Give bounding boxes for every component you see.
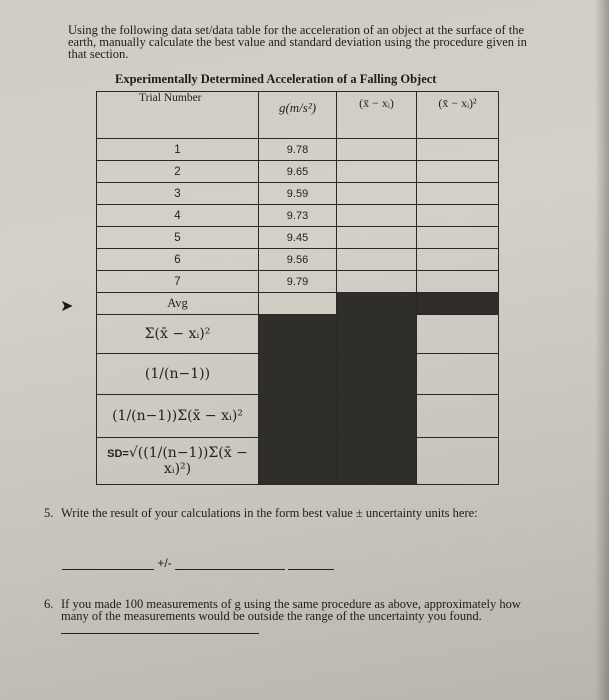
sum-value-cell[interactable]	[417, 315, 499, 354]
deviation-cell[interactable]	[337, 271, 417, 293]
question-5-number: 5.	[44, 506, 54, 520]
table-row	[97, 249, 499, 271]
avg-value-cell[interactable]	[259, 293, 337, 315]
deviation-cell[interactable]	[337, 139, 417, 161]
uncertainty-blank[interactable]	[175, 569, 285, 570]
deviation-cell[interactable]	[337, 161, 417, 183]
trial-number: 5	[97, 227, 259, 249]
deviation-squared-cell[interactable]	[417, 205, 499, 227]
question-5	[44, 507, 524, 519]
shaded-cell	[337, 315, 417, 354]
sum-deviation-squared-label: Σ(x̄ − xᵢ)²	[97, 315, 259, 354]
shaded-cell	[259, 315, 337, 354]
table-row	[97, 227, 499, 249]
deviation-cell[interactable]	[337, 249, 417, 271]
inverse-n-label: (1/(n−1))	[97, 354, 259, 395]
best-value-blank[interactable]	[62, 569, 154, 570]
table-row	[97, 271, 499, 293]
trial-number: 7	[97, 271, 259, 293]
intro-paragraph: Using the following data set/data table for the acceleration of an object at the surface of the earth, manually calculate the best value and standard deviation using the procedure given in that section.	[68, 23, 527, 61]
g-value: 9.79	[259, 271, 337, 293]
shaded-cell	[259, 354, 337, 395]
sd-row	[97, 438, 499, 485]
inverse-n-row	[97, 354, 499, 395]
trial-number: 1	[97, 139, 259, 161]
product-label: (1/(n−1))Σ(x̄ − xᵢ)²	[97, 395, 259, 438]
shaded-cell	[259, 395, 337, 438]
g-value: 9.45	[259, 227, 337, 249]
table-row	[97, 183, 499, 205]
deviation-cell[interactable]	[337, 227, 417, 249]
plus-minus-separator: +/-	[157, 556, 172, 570]
question-5-text: Write the result of your calculations in the form best value ± uncertainty units here:	[61, 506, 478, 520]
trial-number: 6	[97, 249, 259, 271]
question-6-text: If you made 100 measurements of g using the same procedure as above, approximately how many of the measurements would be outside the range of the uncertainty you found.	[61, 598, 524, 634]
deviation-squared-cell[interactable]	[417, 271, 499, 293]
arrow-pointer-icon: ➤	[60, 298, 74, 315]
trial-number: 2	[97, 161, 259, 183]
q6-answer-blank[interactable]	[61, 633, 259, 634]
g-value: 9.78	[259, 139, 337, 161]
avg-label: Avg	[97, 293, 259, 315]
product-value-cell[interactable]	[417, 395, 499, 438]
deviation-cell[interactable]	[337, 183, 417, 205]
deviation-squared-cell[interactable]	[417, 161, 499, 183]
deviation-squared-cell[interactable]	[417, 139, 499, 161]
shaded-cell	[337, 395, 417, 438]
table-row	[97, 205, 499, 227]
deviation-squared-cell[interactable]	[417, 227, 499, 249]
deviation-squared-cell[interactable]	[417, 249, 499, 271]
shaded-cell	[259, 438, 337, 485]
sd-value-cell[interactable]	[417, 438, 499, 485]
deviation-cell[interactable]	[337, 205, 417, 227]
shaded-cell	[337, 293, 417, 315]
inverse-n-value-cell[interactable]	[417, 354, 499, 395]
g-value: 9.65	[259, 161, 337, 183]
header-g: g(m/s²)	[259, 92, 337, 139]
sum-row	[97, 315, 499, 354]
shaded-cell	[337, 438, 417, 485]
question-6	[44, 598, 524, 634]
deviation-squared-cell[interactable]	[417, 183, 499, 205]
table-row	[97, 139, 499, 161]
question-6-number: 6.	[44, 597, 54, 611]
data-table	[96, 91, 499, 485]
avg-row	[97, 293, 499, 315]
shaded-cell	[417, 293, 499, 315]
g-value: 9.56	[259, 249, 337, 271]
shaded-cell	[337, 354, 417, 395]
header-deviation-squared: (x̄ − xᵢ)²	[417, 92, 499, 139]
units-blank[interactable]	[288, 569, 334, 570]
trial-number: 3	[97, 183, 259, 205]
sd-label: SD=√((1/(n−1))Σ(x̄ − xᵢ)²)	[97, 438, 259, 485]
g-value: 9.73	[259, 205, 337, 227]
g-value: 9.59	[259, 183, 337, 205]
table-title: Experimentally Determined Acceleration of a Falling Object	[115, 72, 437, 86]
product-row	[97, 395, 499, 438]
header-row	[97, 92, 499, 139]
header-deviation: (x̄ − xᵢ)	[337, 92, 417, 139]
trial-number: 4	[97, 205, 259, 227]
table-row	[97, 161, 499, 183]
answer-line-q5	[62, 556, 334, 570]
header-trial-number: Trial Number	[97, 92, 259, 139]
